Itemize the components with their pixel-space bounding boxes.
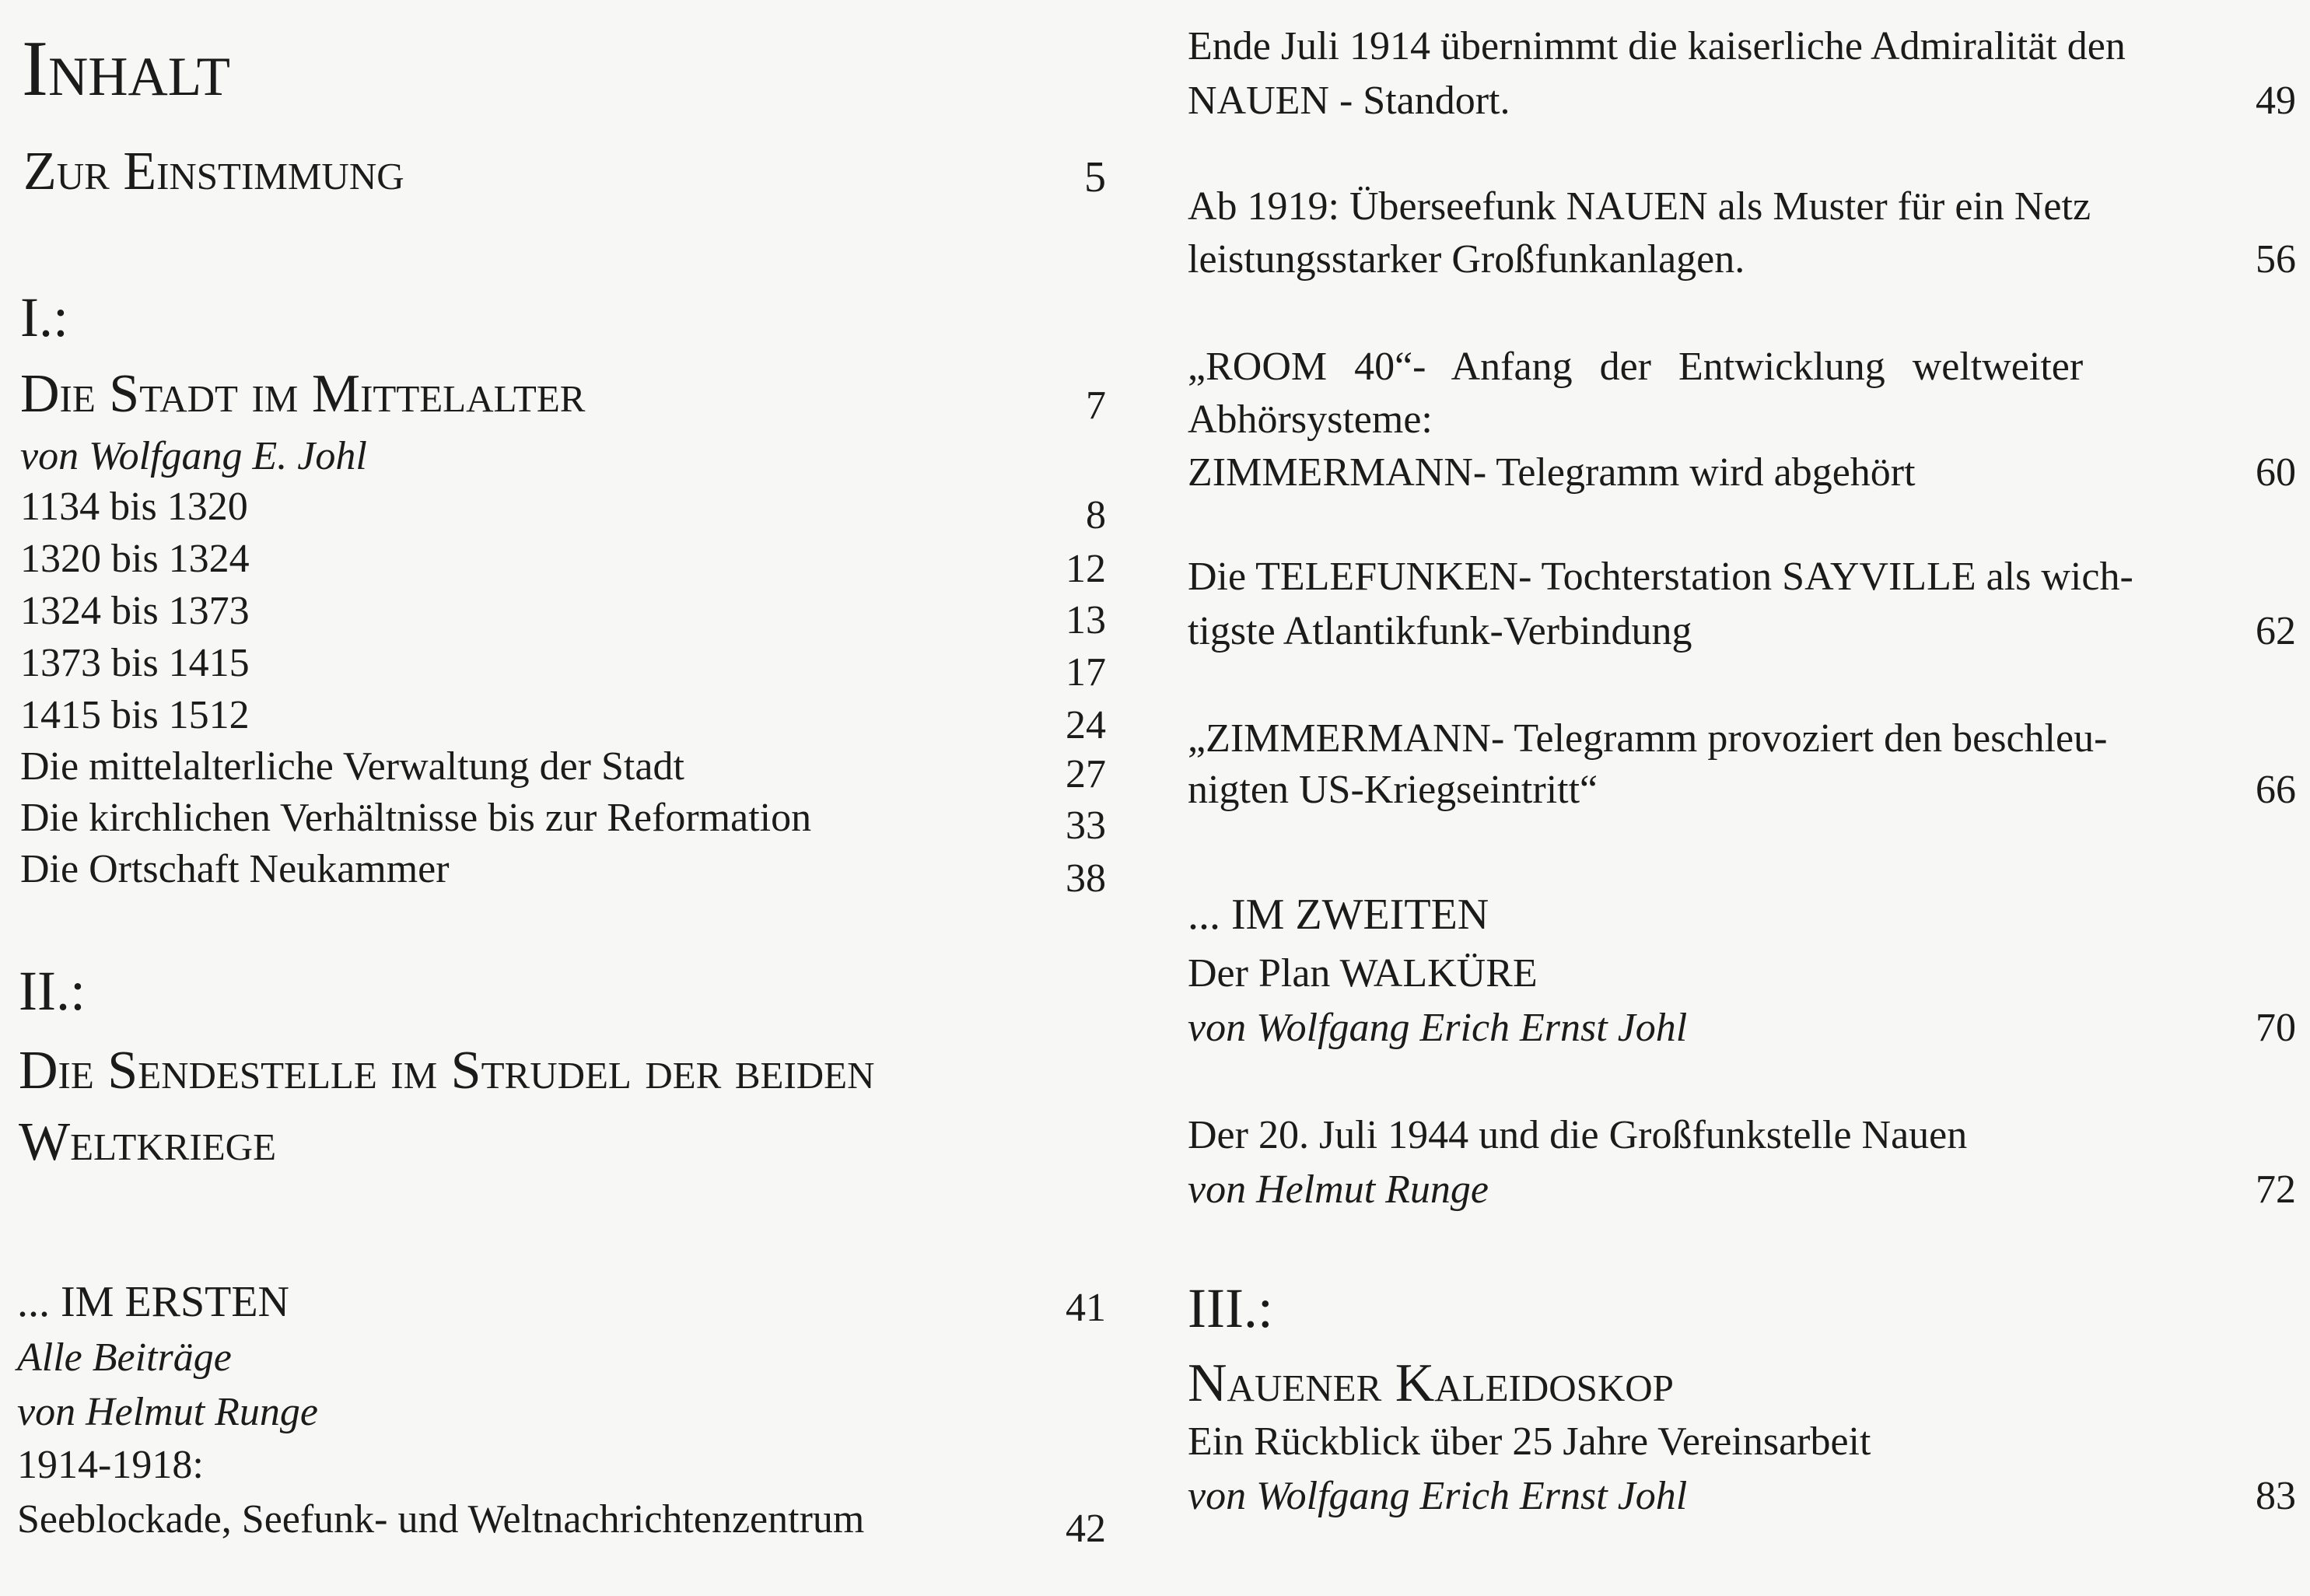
part-number-1: I.:: [20, 286, 68, 348]
page-number: 27: [1066, 752, 1106, 796]
part-number-2: II.:: [19, 960, 86, 1022]
part-title-3: Nauener Kaleidoskop: [1188, 1353, 1674, 1413]
toc-entry: nigten US-Kriegseintritt“: [1188, 768, 1598, 812]
toc-entry: Der Plan WALKÜRE: [1188, 951, 1538, 996]
toc-entry: 1320 bis 1324: [20, 537, 250, 581]
part-title-2-line2: Weltkriege: [19, 1112, 276, 1172]
toc-entry: NAUEN - Standort.: [1188, 79, 1510, 123]
page-number: 8: [1086, 493, 1106, 537]
toc-title: Inhalt: [22, 25, 231, 113]
author-line: von Wolfgang Erich Ernst Johl: [1188, 1006, 1688, 1050]
toc-entry: 1914-1918:: [17, 1443, 204, 1487]
toc-entry: Die mittelalterliche Verwaltung der Stadt: [20, 744, 684, 789]
toc-entry: Der 20. Juli 1944 und die Großfunkstelle Nauen: [1188, 1113, 1968, 1157]
page-number: 60: [2256, 450, 2296, 495]
page-number: 17: [1066, 650, 1106, 695]
toc-entry: 1134 bis 1320: [20, 485, 248, 529]
toc-entry: Die TELEFUNKEN- Tochterstation SAYVILLE als wich-: [1188, 555, 2133, 599]
page-number: 24: [1066, 703, 1106, 747]
toc-entry-intro: Zur Einstimmung: [23, 142, 404, 201]
author-line: von Wolfgang E. Johl: [20, 434, 367, 478]
author-line: von Helmut Runge: [1188, 1167, 1489, 1212]
page-number: 62: [2256, 609, 2296, 653]
part-title-2-line1: Die Sendestelle im Strudel der beiden: [19, 1041, 875, 1101]
toc-entry: Die kirchlichen Verhältnisse bis zur Reformation: [20, 796, 812, 840]
toc-entry: Abhörsysteme:: [1188, 397, 1433, 442]
toc-entry: „ROOM 40“- Anfang der Entwicklung weltweiter: [1188, 345, 2084, 389]
page-number: 33: [1066, 803, 1106, 848]
page-number: 42: [1066, 1507, 1106, 1551]
toc-entry: Ab 1919: Überseefunk NAUEN als Muster für ein Netz: [1188, 184, 2091, 229]
toc-entry: leistungsstarker Großfunkanlagen.: [1188, 237, 1745, 282]
page-number: 56: [2256, 237, 2296, 282]
page-number: 12: [1066, 547, 1106, 591]
toc-entry: Die Ortschaft Neukammer: [20, 847, 450, 891]
page-number: 7: [1086, 383, 1106, 428]
toc-entry: tigste Atlantikfunk-Verbindung: [1188, 609, 1692, 653]
toc-entry: ZIMMERMANN- Telegramm wird abgehört: [1188, 450, 1916, 495]
toc-entry: „ZIMMERMANN- Telegramm provoziert den beschleu-: [1188, 716, 2108, 761]
author-line: von Helmut Runge: [17, 1390, 319, 1434]
section-heading-second: ... IM ZWEITEN: [1188, 891, 1489, 939]
page-number: 38: [1066, 856, 1106, 901]
page-number: 66: [2256, 768, 2296, 812]
toc-entry: 1415 bis 1512: [20, 693, 250, 737]
page-number: 72: [2256, 1167, 2296, 1212]
toc-entry: Seeblockade, Seefunk- und Weltnachrichtenzentrum: [17, 1497, 865, 1542]
author-line: Alle Beiträge: [17, 1335, 232, 1380]
page-number: 70: [2256, 1006, 2296, 1050]
author-line: von Wolfgang Erich Ernst Johl: [1188, 1474, 1688, 1518]
part-number-3: III.:: [1188, 1277, 1273, 1339]
part-title-1: Die Stadt im Mittelalter: [20, 364, 586, 424]
page-number: 41: [1066, 1286, 1106, 1330]
toc-entry: 1373 bis 1415: [20, 641, 250, 685]
page-number: 83: [2256, 1474, 2296, 1518]
page-number: 49: [2256, 79, 2296, 123]
page-number: 5: [1084, 153, 1106, 201]
page-number: 13: [1066, 598, 1106, 642]
section-heading-first: ... IM ERSTEN: [17, 1278, 289, 1326]
toc-entry: 1324 bis 1373: [20, 589, 250, 633]
toc-entry: Ende Juli 1914 übernimmt die kaiserliche Admiralität den: [1188, 24, 2126, 68]
toc-entry: Ein Rückblick über 25 Jahre Vereinsarbeit: [1188, 1419, 1871, 1464]
